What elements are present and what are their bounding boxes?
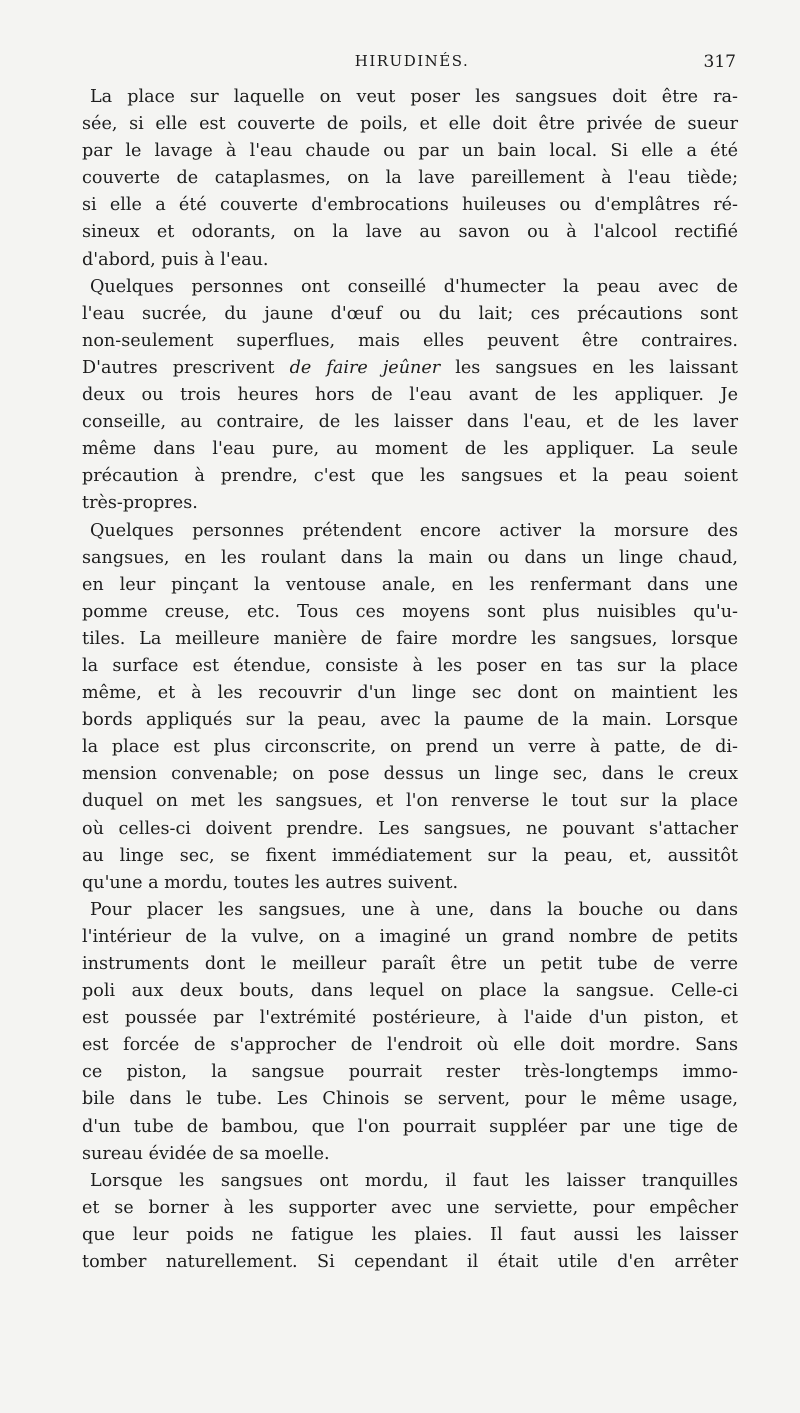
paragraph-5 (82, 1168, 738, 1276)
page-number: 317 (703, 52, 736, 72)
text-line: est poussée par l'extrémité postérieure, à l'aide d'un piston, et (82, 1008, 738, 1029)
text-line: conseille, au contraire, de les laisser dans l'eau, et de les laver (82, 412, 738, 433)
text-line: très-propres. (82, 493, 198, 514)
text-run: les sangsues en les laissant (440, 357, 738, 378)
text-line: la surface est étendue, consiste à les poser en tas sur la place (82, 655, 738, 676)
text-line: par le lavage à l'eau chaude ou par un bain local. Si elle a été (82, 141, 738, 162)
text-line: Pour placer les sangsues, une à une, dans la bouche ou dans (90, 899, 738, 920)
page-header (82, 46, 742, 76)
text-line: que leur poids ne fatigue les plaies. Il faut aussi les laisser (82, 1224, 738, 1245)
paragraph-1 (82, 84, 738, 274)
text-line: et se borner à les supporter avec une serviette, pour empêcher (82, 1197, 738, 1218)
text-line: bords appliqués sur la peau, avec la paume de la main. Lorsque (82, 710, 738, 731)
text-run: D'autres prescrivent (82, 357, 290, 378)
text-line-with-italic (82, 355, 738, 382)
text-line: l'intérieur de la vulve, on a imaginé un grand nombre de petits (82, 926, 738, 947)
text-line: d'abord, puis à l'eau. (82, 249, 269, 270)
text-line: où celles-ci doivent prendre. Les sangsues, ne pouvant s'attacher (82, 818, 738, 839)
text-line: bile dans le tube. Les Chinois se servent, pour le même usage, (82, 1089, 738, 1110)
text-line: sineux et odorants, on la lave au savon ou à l'alcool rectifié (82, 222, 738, 243)
text-line: ce piston, la sangsue pourrait rester très-longtemps immo- (82, 1062, 738, 1083)
text-line: poli aux deux bouts, dans lequel on place la sangsue. Celle-ci (82, 981, 738, 1002)
running-head: HIRUDINÉS. (354, 52, 470, 70)
text-line: est forcée de s'approcher de l'endroit où elle doit mordre. Sans (82, 1035, 738, 1056)
text-line: en leur pinçant la ventouse anale, en les renfermant dans une (82, 574, 738, 595)
text-line: instruments dont le meilleur paraît être un petit tube de verre (82, 954, 738, 974)
text-line: la place est plus circonscrite, on prend un verre à patte, de di- (82, 737, 738, 758)
paragraph-3 (82, 518, 738, 897)
text-line: La place sur laquelle on veut poser les sangsues doit être ra- (90, 87, 738, 107)
text-line: Quelques personnes ont conseillé d'humecter la peau avec de (90, 276, 738, 297)
text-line: duquel on met les sangsues, et l'on renverse le tout sur la place (82, 791, 738, 812)
paragraph-2 (82, 274, 738, 518)
text-line: tomber naturellement. Si cependant il était utile d'en arrêter (82, 1252, 738, 1273)
text-line: sangsues, en les roulant dans la main ou dans un linge chaud, (82, 547, 738, 568)
paragraph-4 (82, 897, 738, 1168)
text-line: Lorsque les sangsues ont mordu, il faut les laisser tranquilles (90, 1170, 738, 1191)
text-line: même, et à les recouvrir d'un linge sec dont on maintient les (82, 683, 738, 704)
text-line: pomme creuse, etc. Tous ces moyens sont plus nuisibles qu'u- (82, 601, 738, 622)
text-line: qu'une a mordu, toutes les autres suivent. (82, 872, 459, 893)
text-line: d'un tube de bambou, que l'on pourrait suppléer par une tige de (82, 1116, 738, 1137)
text-line: non-seulement superflues, mais elles peuvent être contraires. (82, 330, 738, 351)
text-line: mension convenable; on pose dessus un linge sec, dans le creux (82, 764, 738, 785)
italic-phrase: de faire jeûner (289, 357, 441, 378)
text-line: si elle a été couverte d'embrocations huileuses ou d'emplâtres ré- (82, 195, 738, 216)
text-line: même dans l'eau pure, au moment de les appliquer. La seule (82, 439, 738, 460)
text-line: couverte de cataplasmes, on la lave pareillement à l'eau tiède; (82, 168, 738, 189)
body-text (82, 84, 738, 1276)
text-line: tiles. La meilleure manière de faire mordre les sangsues, lorsque (82, 628, 738, 649)
text-line: sureau évidée de sa moelle. (82, 1143, 330, 1164)
text-line: Quelques personnes prétendent encore activer la morsure des (90, 520, 738, 541)
text-line: précaution à prendre, c'est que les sangsues et la peau soient (82, 466, 738, 487)
text-line: sée, si elle est couverte de poils, et elle doit être privée de sueur (82, 114, 738, 135)
text-line: deux ou trois heures hors de l'eau avant de les appliquer. Je (82, 385, 738, 406)
text-line: l'eau sucrée, du jaune d'œuf ou du lait; ces précautions sont (82, 303, 738, 324)
text-line: au linge sec, se fixent immédiatement sur la peau, et, aussitôt (82, 845, 738, 866)
